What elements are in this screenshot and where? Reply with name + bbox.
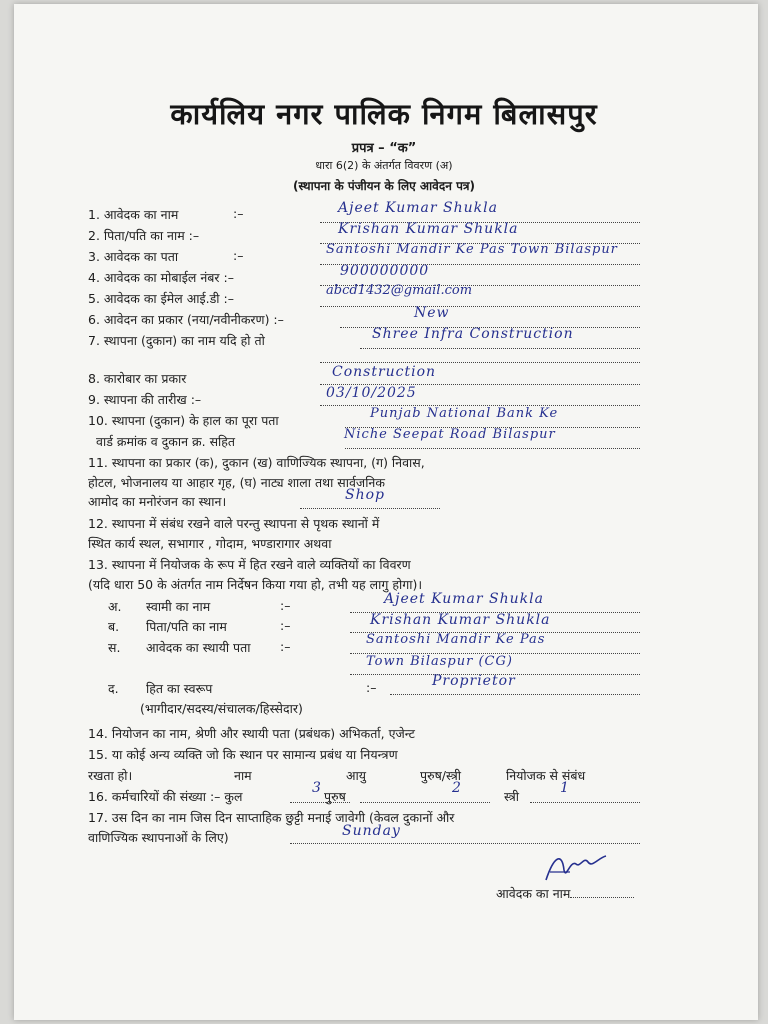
interest-nature-row: [108, 680, 377, 697]
item-key: स.: [108, 640, 121, 655]
male-label: पुरुष: [324, 789, 346, 804]
answer-line: [290, 843, 640, 844]
field-label: रखता हो।: [88, 768, 133, 783]
field-other-person-line2: [88, 767, 586, 784]
field-weekly-holiday: 17. उस दिन का नाम जिस दिन साप्ताहिक छुट्टी मनाई जावेगी (केवल दुकानों और: [88, 810, 455, 825]
field-email: 5. आवेदक का ईमेल आई.डी :–: [88, 291, 234, 306]
item-label: आवेदक का स्थायी पता: [146, 640, 251, 655]
answer-line: [360, 348, 640, 349]
answer-line: [360, 802, 490, 803]
field-applicant-address: [88, 248, 244, 265]
owner-father-value: Krishan Kumar Shukla: [370, 612, 551, 628]
application-type-value: New: [414, 305, 450, 321]
shop-address-value: Punjab National Bank Ke: [370, 406, 559, 421]
field-establishment-type: 11. स्थापना का प्रकार (क), दुकान (ख) वाणिज्यिक स्थापना, (ग) निवास,: [88, 455, 425, 470]
field-weekly-holiday-line2: वाणिज्यिक स्थापनाओं के लिए): [88, 830, 229, 845]
ward-value: Niche Seepat Road Bilaspur: [344, 427, 556, 442]
field-establishment-type-line2: होटल, भोजनालय या आहार गृह, (घ) नाट्य शाला तथा सार्वजनिक: [88, 475, 385, 490]
item-label: हित का स्वरूप: [146, 681, 213, 696]
email-value: abcd1432@gmail.com: [326, 283, 473, 298]
field-father-name: 2. पिता/पति का नाम :–: [88, 228, 200, 243]
answer-line: [530, 802, 640, 803]
answer-line: [290, 802, 350, 803]
answer-line: [345, 448, 640, 449]
column-gender: पुरुष/स्त्री: [420, 768, 462, 783]
total-employees-value: 3: [312, 780, 322, 796]
permanent-address-row: [108, 639, 291, 656]
applicant-name-value: Ajeet Kumar Shukla: [338, 200, 498, 216]
permanent-address-value-line2: Town Bilaspur (CG): [366, 654, 513, 669]
owner-father-row: [108, 618, 291, 635]
field-separator: :–: [233, 248, 244, 263]
answer-line: [300, 508, 440, 509]
item-key: अ.: [108, 599, 122, 614]
field-shop-name: 7. स्थापना (दुकान) का नाम यदि हो तो: [88, 333, 265, 348]
answer-line: [320, 362, 640, 363]
field-employer-interest-line2: (यदि धारा 50 के अंतर्गत नाम निर्देषन किया गया हो, तभी यह लागु होगा)।: [88, 577, 423, 592]
field-establish-date: 9. स्थापना की तारीख :–: [88, 392, 202, 407]
answer-line: [390, 694, 640, 695]
field-separate-places-line2: स्थित कार्य स्थल, सभागार , गोदाम, भण्डारागार अथवा: [88, 536, 332, 551]
field-applicant-name: [88, 206, 244, 223]
office-title: कार्यलिय नगर पालिक निगम बिलासपुर: [170, 97, 598, 131]
permanent-address-value: Santoshi Mandir Ke Pas: [366, 632, 546, 647]
item-separator: :–: [280, 618, 291, 633]
column-age: आयु: [346, 768, 367, 783]
applicant-signature: [540, 850, 610, 886]
female-label: स्त्री: [504, 789, 520, 804]
establish-date-value: 03/10/2025: [326, 385, 417, 401]
field-shop-address: 10. स्थापना (दुकान) के हाल का पूरा पता: [88, 413, 279, 428]
item-separator: :–: [280, 639, 291, 654]
form-name: प्रपत्र – “क”: [351, 141, 417, 156]
answer-line: [320, 306, 640, 307]
field-employer-interest: 13. स्थापना में नियोजक के रूप में हित रखने वाले व्यक्तियों का विवरण: [88, 557, 411, 572]
item-label: पिता/पति का नाम: [146, 619, 227, 634]
owner-name-value: Ajeet Kumar Shukla: [384, 591, 544, 607]
item-separator: :–: [366, 680, 377, 695]
mobile-value: 900000000: [340, 263, 430, 279]
field-employee-count: [88, 788, 520, 805]
field-application-type: 6. आवेदन का प्रकार (नया/नवीनीकरण) :–: [88, 312, 284, 327]
interest-nature-value: Proprietor: [432, 673, 516, 689]
field-label: 3. आवेदक का पता: [88, 249, 179, 264]
field-business-type: 8. कारोबार का प्रकार: [88, 371, 187, 386]
form-sheet: [14, 4, 758, 1020]
item-key: द.: [108, 681, 119, 696]
item-label: स्वामी का नाम: [146, 599, 211, 614]
weekly-holiday-value: Sunday: [342, 823, 401, 839]
item-separator: :–: [280, 598, 291, 613]
footer-label: आवेदक का नाम: [496, 886, 571, 901]
applicant-name-label: [496, 885, 634, 902]
field-mobile: 4. आवेदक का मोबाईल नंबर :–: [88, 270, 234, 285]
father-name-value: Krishan Kumar Shukla: [338, 221, 519, 237]
owner-name-row: [108, 598, 291, 615]
item-key: ब.: [108, 619, 120, 634]
female-employees-value: 1: [560, 780, 570, 796]
form-purpose: (स्थापना के पंजीयन के लिए आवेदन पत्र): [293, 179, 475, 193]
field-other-person: 15. या कोई अन्य व्यक्ति जो कि स्थान पर सामान्य प्रबंध या नियन्त्रण: [88, 747, 398, 762]
field-label: 1. आवेदक का नाम: [88, 207, 179, 222]
shop-name-value: Shree Infra Construction: [372, 326, 574, 342]
interest-nature-options: (भागीदार/सदस्य/संचालक/हिस्सेदार): [140, 701, 303, 716]
establishment-type-value: Shop: [345, 487, 385, 503]
applicant-address-value: Santoshi Mandir Ke Pas Town Bilaspur: [326, 242, 618, 257]
business-type-value: Construction: [332, 364, 437, 380]
field-separate-places: 12. स्थापना में संबंध रखने वाले परन्तु स्थापना से पृथक स्थानों में: [88, 516, 380, 531]
field-manager: 14. नियोजन का नाम, श्रेणी और स्थायी पता (प्रबंधक) अभिकर्ता, एजेन्ट: [88, 726, 415, 741]
field-establishment-type-line3: आमोद का मनोरंजन का स्थान।: [88, 494, 227, 509]
field-label: 16. कर्मचारियों की संख्या :– कुल: [88, 789, 243, 804]
column-relation: नियोजक से संबंध: [506, 768, 586, 783]
field-ward-label: वार्ड क्रमांक व दुकान क्र. सहित: [96, 434, 236, 449]
section-ref: धारा 6(2) के अंतर्गत विवरण (अ): [315, 159, 453, 172]
column-name: नाम: [234, 768, 252, 783]
field-separator: :–: [233, 206, 244, 221]
male-employees-value: 2: [452, 780, 462, 796]
